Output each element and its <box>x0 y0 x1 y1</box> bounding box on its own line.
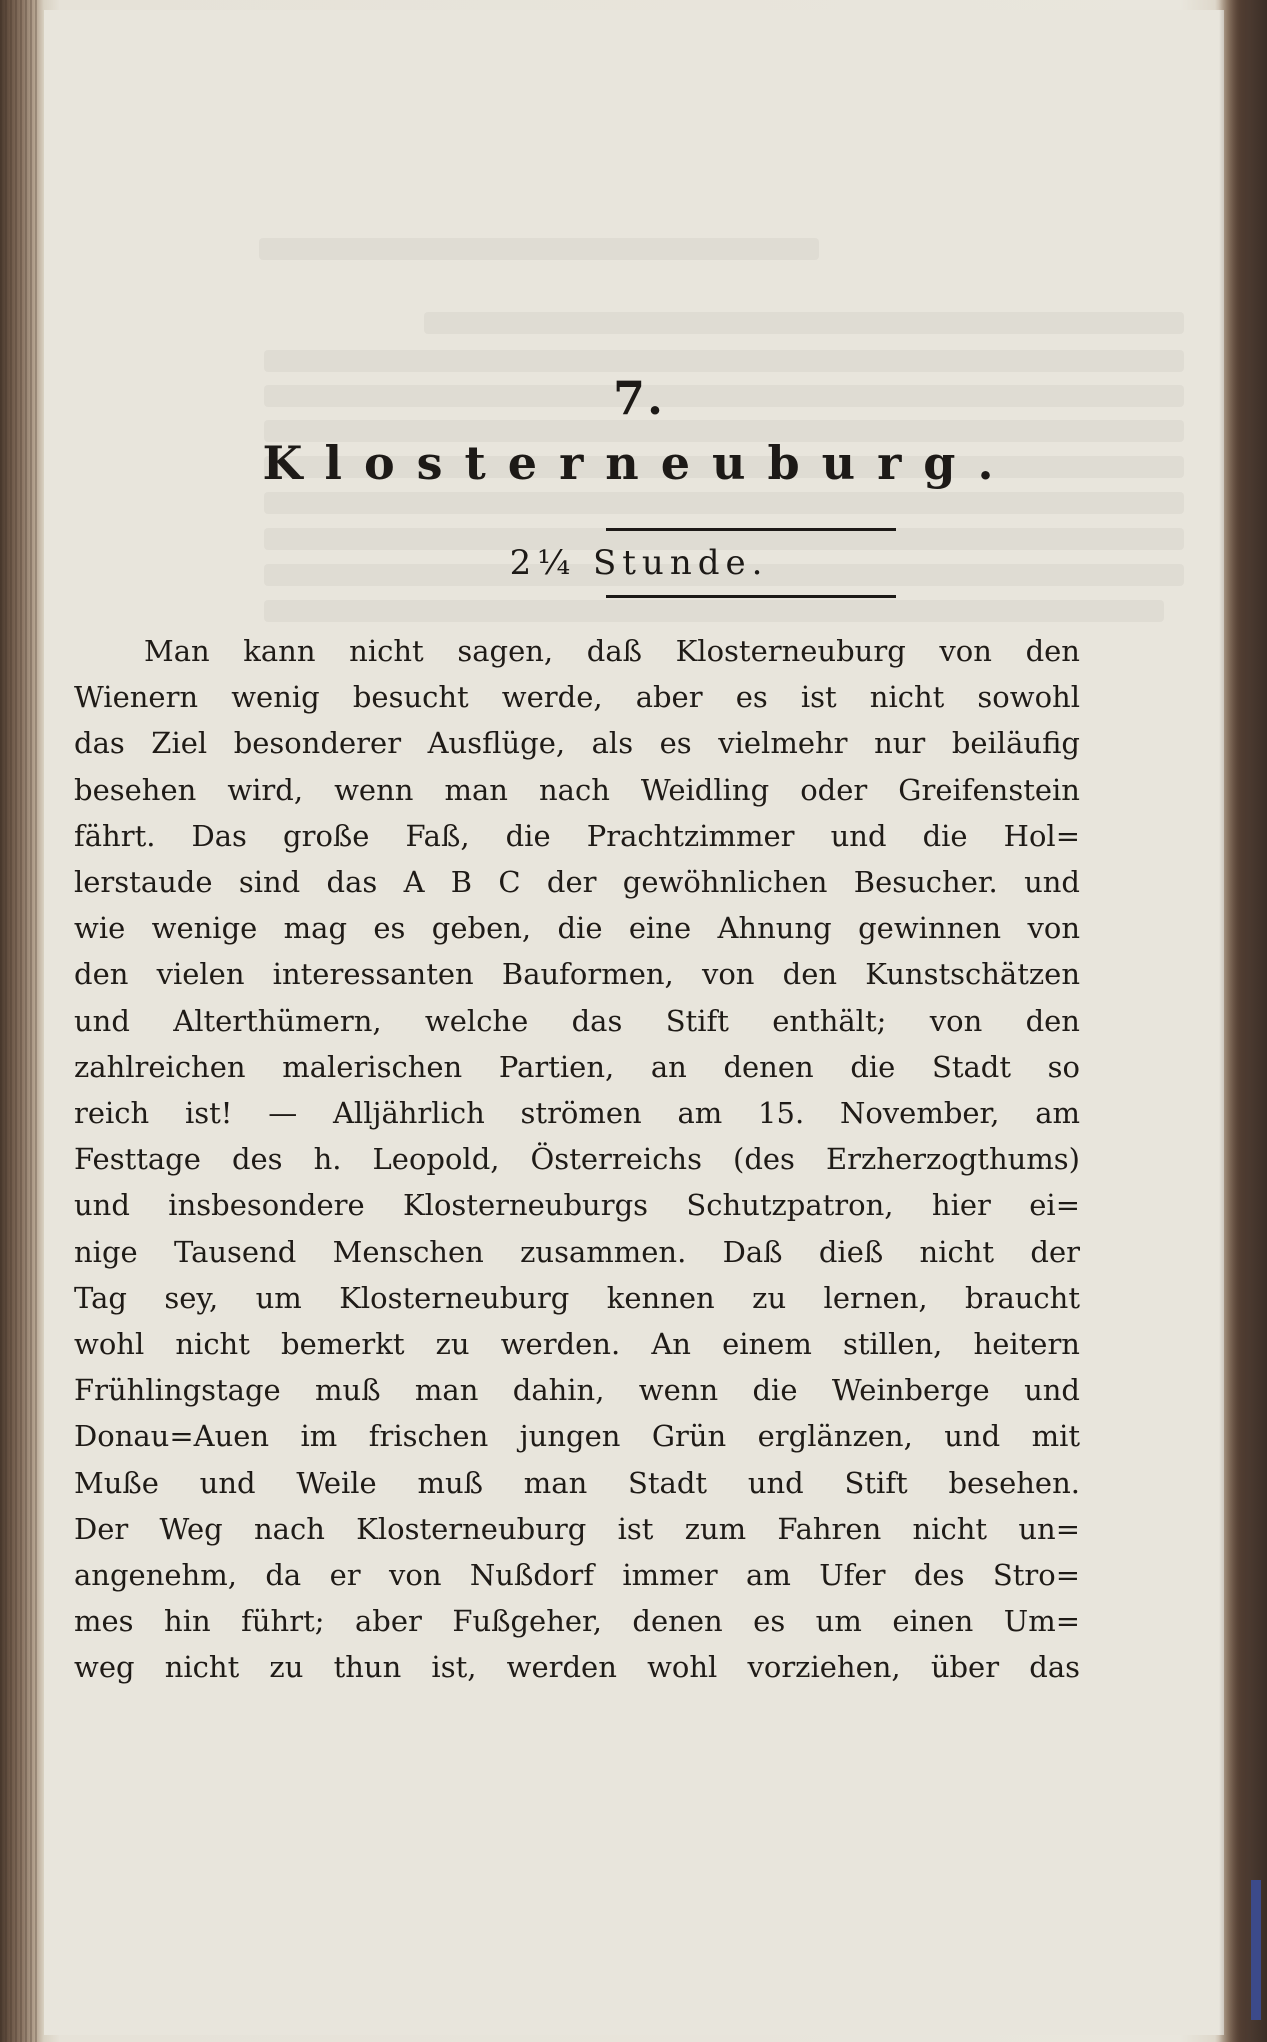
text-line: Man kann nicht sagen, daß Klosterneuburg von den <box>144 634 1080 668</box>
text-line: Frühlingstage muß man dahin, wenn die Weinberge und <box>74 1373 1080 1408</box>
text-line: zahlreichen malerischen Partien, an denen die Stadt so <box>74 1049 1080 1084</box>
text-line: mes hin führt; aber Fußgeher, denen es um einen Um= <box>74 1604 1080 1639</box>
text-line: Tag sey, um Klosterneuburg kennen zu lernen, braucht <box>74 1280 1080 1315</box>
page-content <box>74 370 1204 1691</box>
text-line: Wienern wenig besucht werde, aber es ist nicht sowohl <box>74 680 1080 715</box>
text-line: das Ziel besonderer Ausflüge, als es vielmehr nur beiläufig <box>74 726 1080 761</box>
divider-rule-top <box>606 528 896 531</box>
text-line: Festtage des h. Leopold, Österreichs (des Erzherzogthums) <box>74 1142 1080 1177</box>
book-right-edge <box>1219 0 1267 2042</box>
text-line: besehen wird, wenn man nach Weidling oder Greifenstein <box>74 772 1080 807</box>
text-line: Der Weg nach Klosterneuburg ist zum Fahren nicht un= <box>74 1511 1080 1546</box>
text-line: fährt. Das große Faß, die Prachtzimmer und die Hol= <box>74 818 1080 853</box>
chapter-duration: 2¼ Stunde. <box>509 543 769 583</box>
text-line: Donau=Auen im frischen jungen Grün erglänzen, und mit <box>74 1419 1080 1454</box>
body-paragraph <box>74 628 1080 1691</box>
text-line: Muße und Weile muß man Stadt und Stift besehen. <box>74 1465 1080 1500</box>
chapter-number: 7. <box>612 371 666 425</box>
text-line: angenehm, da er von Nußdorf immer am Ufer des Stro= <box>74 1558 1080 1593</box>
text-line: weg nicht zu thun ist, werden wohl vorziehen, über das <box>74 1650 1080 1685</box>
text-line: lerstaude sind das A B C der gewöhnlichen Besucher. und <box>74 865 1080 900</box>
text-line: und Alterthümern, welche das Stift enthält; von den <box>74 1003 1080 1038</box>
divider-rule-bottom <box>606 595 896 598</box>
text-line: und insbesondere Klosterneuburgs Schutzpatron, hier ei= <box>74 1188 1080 1223</box>
text-line: reich ist! — Alljährlich strömen am 15. November, am <box>74 1096 1080 1131</box>
text-line: wohl nicht bemerkt zu werden. An einem stillen, heitern <box>74 1327 1080 1362</box>
chapter-title: Klosterneuburg. <box>262 436 1016 490</box>
book-binding-edge <box>0 0 40 2042</box>
text-line: wie wenige mag es geben, die eine Ahnung gewinnen von <box>74 911 1080 946</box>
book-page <box>44 10 1224 2035</box>
text-line: nige Tausend Menschen zusammen. Daß dieß nicht der <box>74 1234 1080 1269</box>
text-line: den vielen interessanten Bauformen, von den Kunstschätzen <box>74 957 1080 992</box>
